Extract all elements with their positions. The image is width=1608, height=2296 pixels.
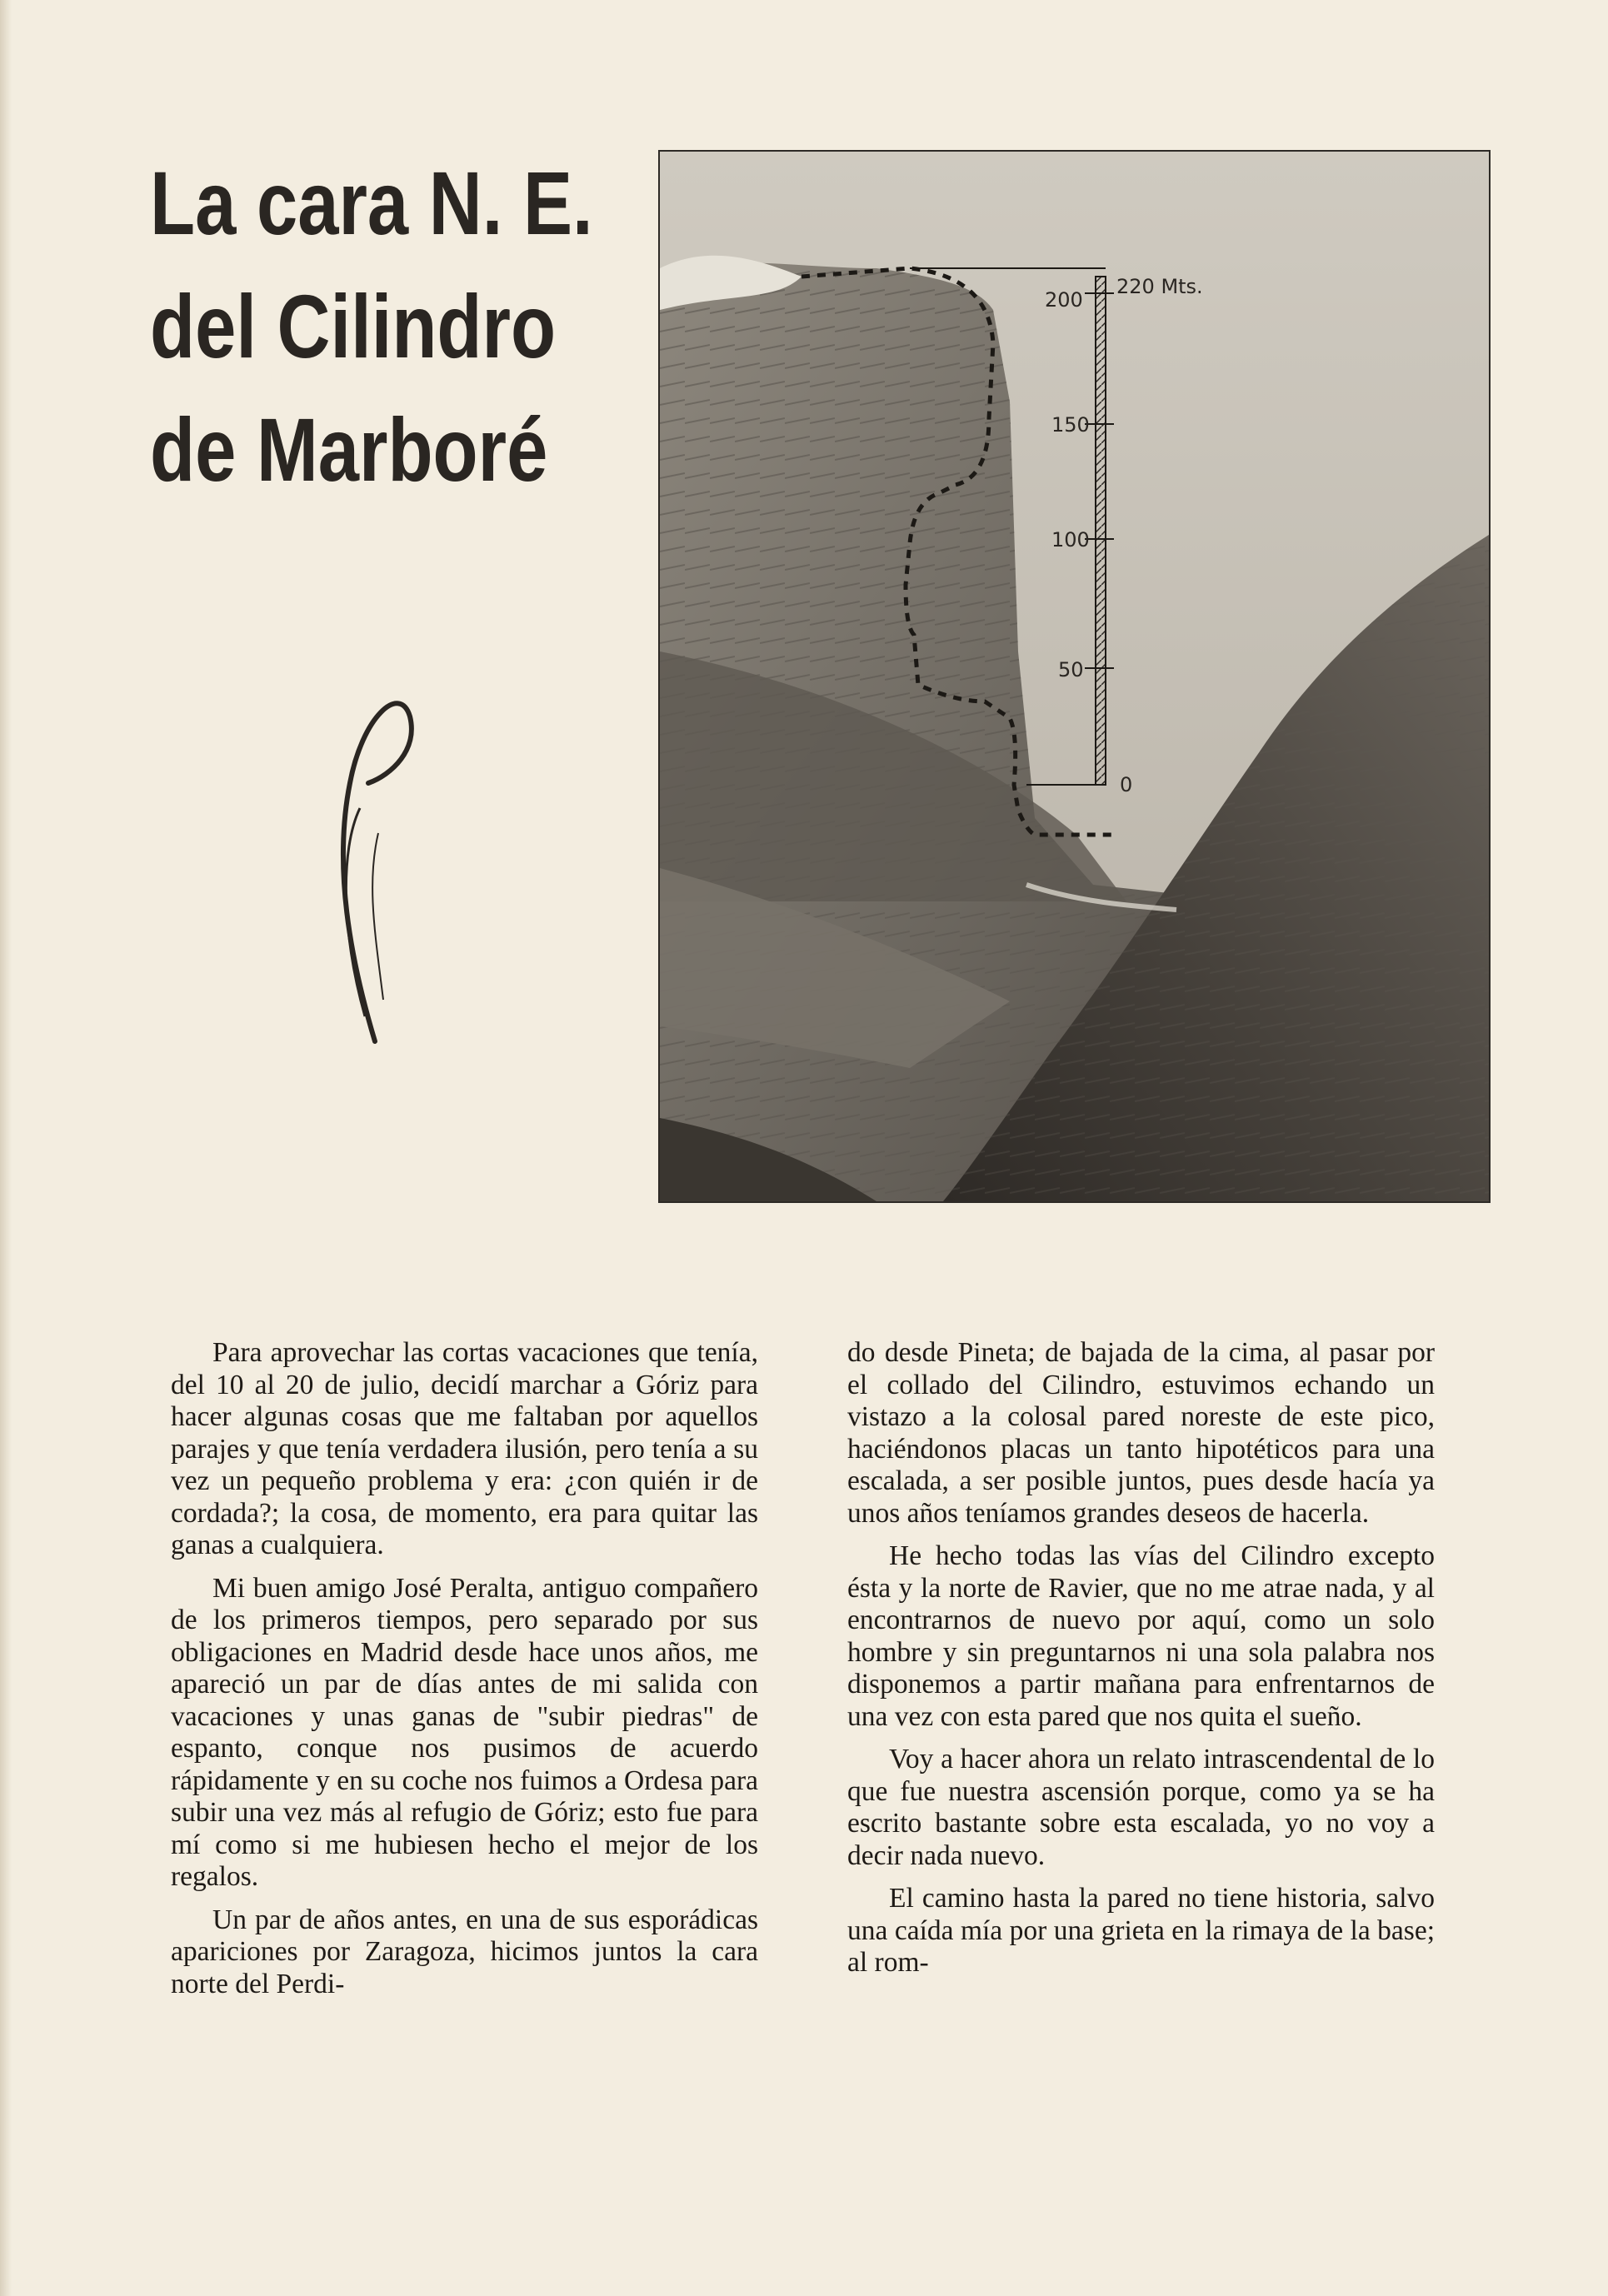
mountain-photo bbox=[658, 150, 1491, 1203]
scale-tick-50: 50 bbox=[1058, 658, 1084, 681]
page-edge bbox=[0, 0, 12, 2296]
left-column bbox=[171, 1337, 758, 2011]
title-line-3: de Marboré bbox=[150, 399, 548, 500]
paragraph: El camino hasta la pared no tiene historia, salvo una caída mía por una grieta en la rimaya de la base; al rom- bbox=[847, 1883, 1435, 1978]
title-line-2: del Cilindro bbox=[150, 276, 557, 377]
decorative-flourish bbox=[317, 683, 425, 1050]
paragraph: do desde Pineta; de bajada de la cima, al pasar por el collado del Cilindro, estuvimos echando un vistazo a la colosal pared noreste de este pico, haciéndonos placas un tanto hipotéticos para una escalada, a ser posible juntos, pues desde hacía ya unos años teníamos grandes deseos de hacerla. bbox=[847, 1337, 1435, 1529]
scale-tick-100: 100 bbox=[1051, 528, 1090, 552]
article-title bbox=[150, 142, 593, 512]
scale-label-top: 220 Mts. bbox=[1116, 275, 1203, 298]
paragraph: Voy a hacer ahora un relato intrascendental de lo que fue nuestra ascensión porque, como ya se ha escrito bastante sobre esta escalada, yo no voy a decir nada nuevo. bbox=[847, 1744, 1435, 1871]
paragraph: Un par de años antes, en una de sus esporádicas apariciones por Zaragoza, hicimos juntos la cara norte del Perdi- bbox=[171, 1904, 758, 1999]
mountain-photo-graphic bbox=[660, 152, 1489, 1201]
paragraph: He hecho todas las vías del Cilindro excepto ésta y la norte de Ravier, que no me atrae nada, y al encontrarnos de nuevo por aquí, como un solo hombre y sin preguntarnos ni una sola palabra nos disponemos a partir mañana para enfrentarnos de una vez con esta pared que nos quita el sueño. bbox=[847, 1540, 1435, 1732]
scale-tick-200: 200 bbox=[1045, 288, 1083, 312]
right-column bbox=[847, 1337, 1435, 1990]
paragraph: Mi buen amigo José Peralta, antiguo compañero de los primeros tiempos, pero separado por sus obligaciones en Madrid desde hace unos años, me apareció un par de días antes de mi salida con vacaciones y unas ganas de "subir piedras" de espanto, conque nos pusimos de acuerdo rápidamente y en su coche nos fuimos a Ordesa para subir una vez más al refugio de Góriz; esto fue para mí como si me hubiesen hecho el mejor de los regalos. bbox=[171, 1572, 758, 1892]
height-scale-bar bbox=[1096, 277, 1106, 785]
title-line-1: La cara N. E. bbox=[150, 152, 593, 253]
scale-tick-0: 0 bbox=[1120, 773, 1133, 796]
paragraph: Para aprovechar las cortas vacaciones que tenía, del 10 al 20 de julio, decidí marchar a Góriz para hacer algunas cosas que me faltaban por aquellos parajes y que tenía verdadera ilusión, pero tenía a su vez un pequeño problema y era: ¿con quién ir de cordada?; la cosa, de momento, era para quitar las ganas a cualquiera. bbox=[171, 1337, 758, 1560]
scale-tick-150: 150 bbox=[1051, 413, 1090, 437]
article-body bbox=[171, 1337, 1471, 2170]
